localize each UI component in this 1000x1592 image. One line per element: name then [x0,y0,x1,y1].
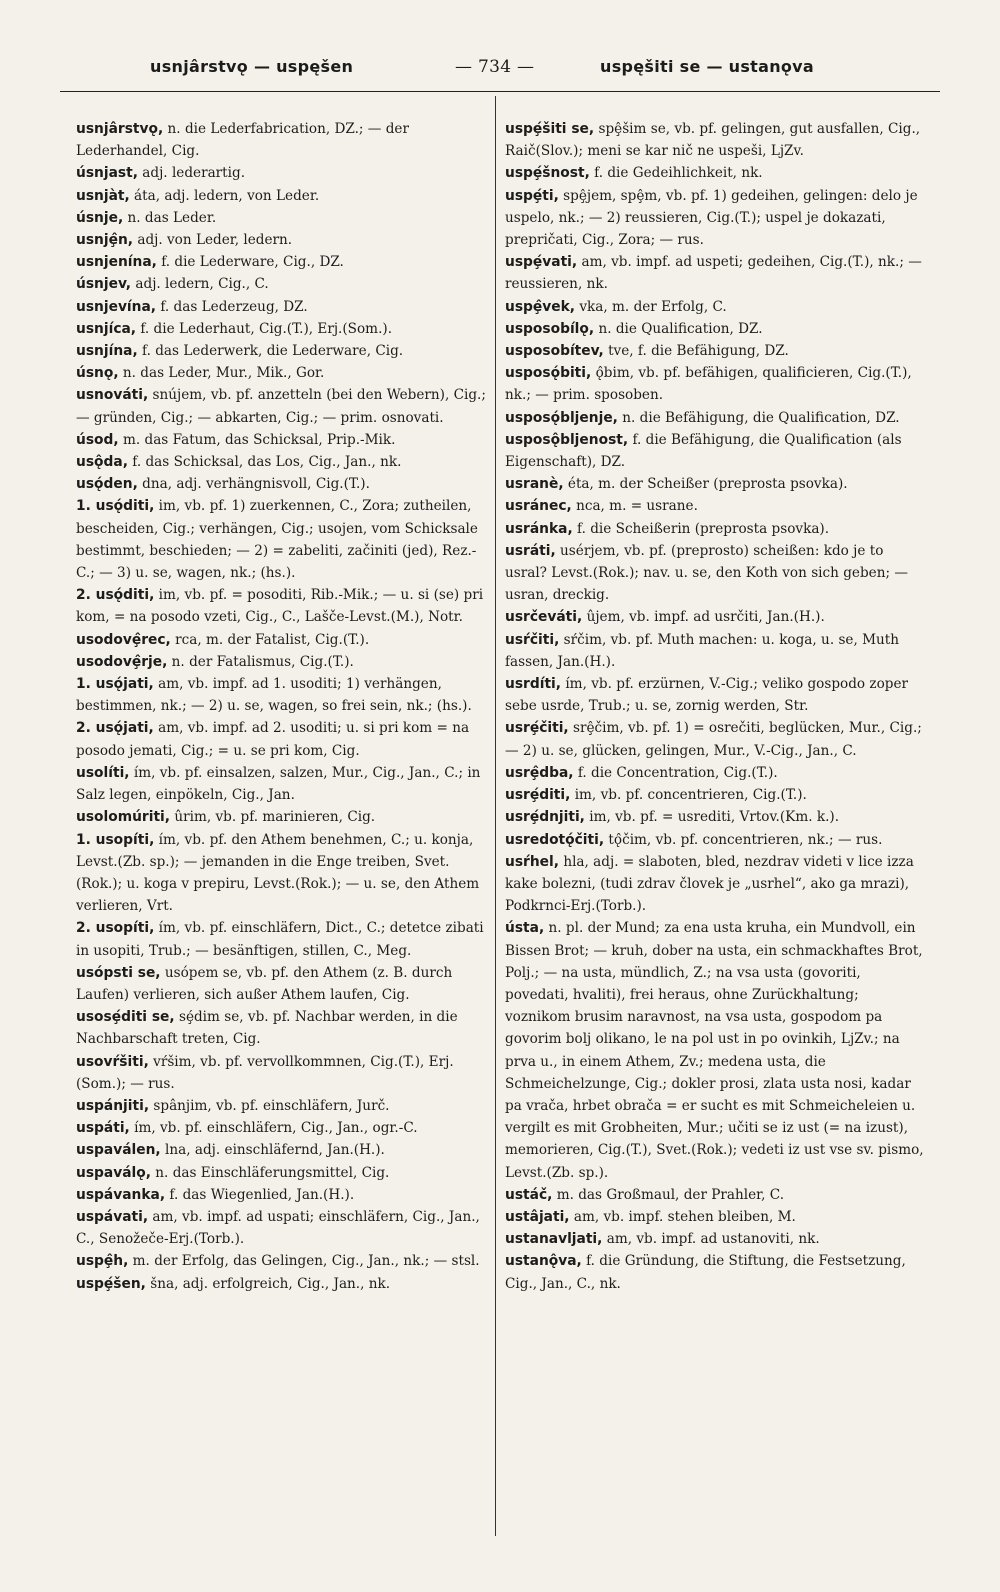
entry-headword: usnováti, [76,387,149,404]
entry-definition: ím, vb. pf. einschläfern, Cig., Jan., ogr.-C. [129,1120,418,1137]
entry-headword: usŕhel, [505,853,559,870]
entry-definition: lna, adj. einschläfernd, Jan.(H.). [160,1142,385,1159]
entry-definition: f. die Befähigung, die Qualification (als Eigenschaft), DZ. [505,431,902,471]
dictionary-entry [76,651,486,673]
entry-headword: usolomúriti, [76,809,171,826]
entry-definition: f. das Schicksal, das Los, Cig., Jan., nk. [127,454,402,471]
entry-headword: usosȩ́diti se, [76,1009,175,1026]
entry-definition: f. die Concentration, Cig.(T.). [573,764,778,781]
entry-definition: adj. lederartig. [137,165,246,182]
dictionary-entry [76,429,486,451]
entry-headword: úsnjev, [76,276,132,293]
entry-definition: sȩ́dim se, vb. pf. Nachbar werden, in die Nachbarschaft treten, Cig. [76,1009,458,1048]
dictionary-entry [76,1051,486,1095]
dictionary-entry [505,540,925,607]
entry-definition: n. das Leder, Mur., Mik., Gor. [118,365,325,382]
entry-definition: ím, vb. pf. einschläfern, Dict., C.; detetce zibati in usopiti, Trub.; — besänftigen, stillen, C., Meg. [76,920,484,959]
dictionary-entry [505,473,925,495]
dictionary-entry [505,362,925,406]
dictionary-entry [76,185,486,207]
column-divider [495,96,496,1536]
dictionary-entry [505,518,925,540]
dictionary-entry [76,1250,486,1272]
entry-headword: uspávati, [76,1208,149,1225]
entry-definition: f. die Lederware, Cig., DZ. [156,254,344,271]
page-number: — 734 — [455,57,535,77]
header-right-guide: uspęšiti se — ustanǫva [600,57,815,76]
dictionary-entry [76,829,486,918]
entry-definition: tǫ̂čim, vb. pf. concentrieren, nk.; — rus. [604,831,883,848]
entry-headword: usnjenína, [76,254,157,271]
entry-headword: usrȩ́čiti, [505,720,569,737]
entry-definition: ûrim, vb. pf. marinieren, Cig. [170,809,376,826]
dictionary-entry [76,473,486,495]
dictionary-entry [76,362,486,384]
dictionary-entry [76,917,486,961]
entry-headword: usŕčiti, [505,631,560,648]
dictionary-entry [76,318,486,340]
entry-definition: im, vb. pf. = posoditi, Rib.-Mik.; — u. si (se) pri kom, = na posodo vzeti, Cig., C., Lašče-Levst.(M.), Notr. [76,587,484,626]
entry-definition: am, vb. impf. ad uspeti; gedeihen, Cig.(T.), nk.; — reussieren, nk. [505,254,922,293]
entry-definition: ûjem, vb. impf. ad usrčiti, Jan.(H.). [582,609,825,626]
entry-headword: usnjevína, [76,298,157,315]
entry-headword: úsnjast, [76,165,138,182]
entry-headword: uspȩ́šnost, [505,165,590,182]
entry-definition: adj. ledern, Cig., C. [131,276,269,293]
entry-headword: usodovȩ̂rje, [76,653,168,670]
dictionary-entry [505,495,925,517]
entry-headword: úsod, [76,431,119,448]
entry-definition: rca, m. der Fatalist, Cig.(T.). [170,631,370,648]
entry-headword: usranè, [505,476,564,493]
entry-headword: 2. usopíti, [76,920,155,937]
dictionary-entry [505,806,925,828]
dictionary-entry [76,1206,486,1250]
entry-definition: usérjem, vb. pf. (preprosto) scheißen: kdo je to usral? Levst.(Rok.); nav. u. se, den Koth von sich geben; — usran, dreckig. [505,542,908,604]
entry-definition: ím, vb. pf. erzürnen, V.-Cig.; veliko gospodo zoper sebe usrde, Trub.; u. se, zornig werden, Str. [505,676,909,715]
entry-definition: hla, adj. = slaboten, bled, nezdrav videti v lice izza kake bolezni, (tudi zdrav človek je „usrhel“, ako ga mrazi), Podkrnci-Erj.(Torb.). [505,853,914,915]
dictionary-entry [76,229,486,251]
dictionary-entry [76,1117,486,1139]
dictionary-entry [76,118,486,162]
dictionary-entry [505,340,925,362]
entry-headword: úsnǫ, [76,365,119,382]
dictionary-entry [76,162,486,184]
entry-headword: uspȩ́ti, [505,187,559,204]
entry-headword: usposobítev, [505,343,604,360]
dictionary-entry [505,296,925,318]
entry-headword: usrȩ̂dba, [505,764,574,781]
dictionary-entry [76,1006,486,1050]
entry-definition: f. die Scheißerin (preprosta psovka). [572,520,830,537]
entry-definition: am, vb. impf. stehen bleiben, M. [569,1208,796,1225]
entry-definition: sŕčim, vb. pf. Muth machen: u. koga, u. se, Muth fassen, Jan.(H.). [505,631,900,670]
entry-headword: usrčeváti, [505,609,583,626]
entry-definition: m. das Großmaul, der Prahler, C. [552,1186,785,1203]
dictionary-entry [76,584,486,628]
entry-headword: usnjíca, [76,320,137,337]
entry-definition: f. das Lederzeug, DZ. [156,298,308,315]
entry-definition: éta, m. der Scheißer (preprosta psovka). [563,476,848,493]
entry-headword: uspȩ́vati, [505,254,578,271]
dictionary-entry [505,1228,925,1250]
entry-headword: usópsti se, [76,964,161,981]
entry-definition: snújem, vb. pf. anzetteln (bei den Webern), Cig.; — gründen, Cig.; — abkarten, Cig.; — prim. osnovati. [76,387,486,426]
entry-headword: usǫ̂da, [76,454,128,471]
entry-headword: usovŕšiti, [76,1053,149,1070]
entry-definition: n. pl. der Mund; za ena usta kruha, ein Mundvoll, ein Bissen Brot; — kruh, dober na usta, ein schmackhaftes Brot, Polj.; — na usta, mündlich, Z.; na vsa usta (govoriti, povedati, hvaliti), frei heraus, ohne Zurückhaltung; voznikom brusim naravnost, na vsa usta, gospodom pa govorim bolj olikano, le na pol ust in po ovinkih, LjZv.; na prva u., in einem Athem, Zv.; medena usta, die Schmeichelzunge, Cig.; dokler prosi, zlata usta nosi, kadar pa vrača, hrbet obrača = er sucht es mit Schmeicheleien u. vergilt es mit Grobheiten, Mur.; učiti se iz ust (= na izust), memorieren, Cig.(T.), Svet.(Rok.); vedeti iz ust vse sv. pismo, Levst.(Zb. sp.). [505,920,924,1181]
entry-definition: nca, m. = usrane. [571,498,698,515]
dictionary-entry [76,451,486,473]
entry-definition: dna, adj. verhängnisvoll, Cig.(T.). [137,476,370,493]
dictionary-entry [76,1139,486,1161]
dictionary-entry [505,917,925,1183]
entry-headword: usnjína, [76,343,138,360]
entry-definition: f. das Lederwerk, die Lederware, Cig. [137,343,404,360]
dictionary-entry [505,606,925,628]
dictionary-entry [505,629,925,673]
dictionary-entry [76,273,486,295]
entry-definition: f. die Lederhaut, Cig.(T.), Erj.(Som.). [136,320,393,337]
entry-definition: spȩ̂šim se, vb. pf. gelingen, gut ausfallen, Cig., Raič(Slov.); meni se kar nič ne uspeši, LjZv. [505,121,921,160]
entry-headword: uspánjiti, [76,1097,150,1114]
dictionary-entry [76,673,486,717]
dictionary-entry [505,762,925,784]
entry-headword: uspaválen, [76,1142,161,1159]
entry-definition: im, vb. pf. = usrediti, Vrtov.(Km. k.). [584,809,840,826]
entry-headword: uspȩ́šiti se, [505,121,595,137]
entry-definition: n. die Lederfabrication, DZ.; — der Lederhandel, Cig. [76,121,409,160]
dictionary-entry [76,717,486,761]
entry-headword: 1. usopíti, [76,831,155,848]
entry-definition: f. die Gründung, die Stiftung, die Festsetzung, Cig., Jan., C., nk. [505,1253,906,1292]
entry-headword: uspȩ̂vek, [505,298,576,315]
entry-headword: usodovȩ̂rec, [76,631,171,648]
entry-definition: ím, vb. pf. einsalzen, salzen, Mur., Cig., Jan., C.; in Salz legen, einpökeln, Cig., Jan. [76,764,481,804]
header-left-guide: usnjârstvǫ — uspęšen [150,57,354,76]
entry-headword: usposǫ́bljenje, [505,409,618,426]
dictionary-entry [505,717,925,761]
dictionary-entry [505,318,925,340]
entry-definition: n. das Einschläferungsmittel, Cig. [150,1164,390,1181]
entry-headword: usposǫ̂bljenost, [505,431,629,448]
entry-definition: šna, adj. erfolgreich, Cig., Jan., nk. [145,1275,391,1292]
dictionary-entry [76,296,486,318]
entry-headword: usrdíti, [505,676,562,693]
entry-definition: srȩ̂čim, vb. pf. 1) = osrečiti, beglücken, Mur., Cig.; — 2) u. se, glücken, gelingen, Mur., V.-Cig., Jan., C. [505,720,922,759]
entry-headword: 2. usǫ́jati, [76,720,154,737]
entry-headword: uspaválǫ, [76,1164,151,1181]
entry-headword: 1. usǫ́jati, [76,676,154,693]
entry-definition: spânjim, vb. pf. einschläfern, Jurč. [149,1097,390,1114]
entry-headword: usredotǫ́čiti, [505,831,605,848]
entry-definition: n. die Qualification, DZ. [594,320,763,337]
right-column [505,118,925,1295]
entry-headword: ustanǫ̂va, [505,1253,582,1270]
entry-definition: vŕšim, vb. pf. vervollkommnen, Cig.(T.), Erj.(Som.); — rus. [76,1053,454,1092]
dictionary-entry [505,407,925,429]
entry-definition: tve, f. die Befähigung, DZ. [603,343,789,360]
entry-headword: usránka, [505,520,573,537]
entry-definition: áta, adj. ledern, von Leder. [129,187,320,204]
entry-headword: ustáč, [505,1186,553,1203]
entry-headword: usnjàt, [76,187,130,204]
dictionary-entry [505,118,925,162]
entry-definition: m. das Fatum, das Schicksal, Prip.-Mik. [118,431,396,448]
entry-definition: im, vb. pf. 1) zuerkennen, C., Zora; zutheilen, bescheiden, Cig.; verhängen, Cig.; usojen, vom Schicksale bestimmt, beschieden; — 2) = zabeliti, začiniti (jed), Rez.-C.; — 3) u. se, wagen, nk.; (hs.). [76,498,478,582]
entry-headword: ustâjati, [505,1208,570,1225]
entry-headword: usǫ́den, [76,476,138,493]
dictionary-entry [76,495,486,584]
entry-headword: uspȩ̂h, [76,1253,129,1270]
entry-definition: n. der Fatalismus, Cig.(T.). [167,653,354,670]
entry-headword: ústa, [505,920,545,937]
dictionary-entry [76,762,486,806]
dictionary-entry [76,1273,486,1295]
entry-headword: uspáti, [76,1120,130,1137]
entry-definition: spȩ̂jem, spȩ̂m, vb. pf. 1) gedeihen, gelingen: delo je uspelo, nk.; — 2) reussieren, Cig.(T.); uspel je dokazati, prepričati, Cig., Zora; — rus. [505,187,918,249]
entry-headword: 1. usǫ́diti, [76,498,155,515]
dictionary-entry [505,185,925,252]
entry-definition: im, vb. pf. concentrieren, Cig.(T.). [570,787,807,804]
entry-headword: usrȩ́dnjiti, [505,809,585,826]
entry-headword: usposǫ́biti, [505,365,592,382]
entry-headword: úsnje, [76,209,124,226]
page-header [0,57,1000,87]
entry-definition: m. der Erfolg, das Gelingen, Cig., Jan., nk.; — stsl. [128,1253,480,1270]
entry-headword: ustanavljati, [505,1231,603,1248]
dictionary-entry [505,1250,925,1294]
dictionary-entry [76,1184,486,1206]
entry-headword: usnjȩ̂n, [76,232,134,249]
entry-definition: f. die Gedeihlichkeit, nk. [589,165,763,182]
entry-headword: usolíti, [76,764,130,781]
dictionary-entry [505,784,925,806]
entry-headword: usnjârstvǫ, [76,121,164,137]
dictionary-entry [76,1095,486,1117]
dictionary-entry [76,251,486,273]
dictionary-entry [76,806,486,828]
dictionary-entry [505,1206,925,1228]
entry-headword: 2. usǫ́diti, [76,587,155,604]
entry-definition: am, vb. impf. ad 1. usoditi; 1) verhängen, bestimmen, nk.; — 2) u. se, wagen, so frei sein, nk.; (hs.). [76,676,472,715]
entry-definition: ím, vb. pf. den Athem benehmen, C.; u. konja, Levst.(Zb. sp.); — jemanden in die Enge treiben, Svet.(Rok.); u. koga v prepiru, Levst.(Rok.); — u. se, den Athem verlieren, Vrt. [76,831,480,915]
dictionary-entry [76,962,486,1006]
entry-definition: n. die Befähigung, die Qualification, DZ. [617,409,900,426]
entry-definition: am, vb. impf. ad uspati; einschläfern, Cig., Jan., C., Senožeče-Erj.(Torb.). [76,1208,480,1248]
dictionary-entry [76,1162,486,1184]
dictionary-entry [76,629,486,651]
dictionary-entry [505,162,925,184]
dictionary-entry [76,207,486,229]
entry-definition: f. das Wiegenlied, Jan.(H.). [165,1186,355,1203]
dictionary-entry [76,384,486,428]
dictionary-entry [76,340,486,362]
left-column [76,118,486,1295]
entry-headword: usráti, [505,542,556,559]
entry-definition: am, vb. impf. ad 2. usoditi; u. si pri kom = na posodo jemati, Cig.; = u. se pri kom, Cig. [76,720,470,759]
entry-definition: n. das Leder. [123,209,217,226]
dictionary-entry [505,673,925,717]
entry-definition: ǫ̂bim, vb. pf. befähigen, qualificieren, Cig.(T.), nk.; — prim. sposoben. [505,365,912,404]
header-rule [60,91,940,92]
entry-definition: usópem se, vb. pf. den Athem (z. B. durch Laufen) verlieren, sich außer Athem laufen, Cig. [76,964,453,1003]
dictionary-entry [505,429,925,473]
dictionary-entry [505,851,925,918]
entry-headword: usposobílǫ, [505,320,595,337]
entry-definition: adj. von Leder, ledern. [133,232,293,249]
entry-definition: am, vb. impf. ad ustanoviti, nk. [602,1231,820,1248]
dictionary-entry [505,1184,925,1206]
entry-headword: usránec, [505,498,572,515]
entry-headword: uspávanka, [76,1186,166,1203]
dictionary-entry [505,829,925,851]
entry-definition: vka, m. der Erfolg, C. [575,298,727,315]
entry-headword: usrȩ́diti, [505,787,571,804]
dictionary-entry [505,251,925,295]
entry-headword: uspȩ́šen, [76,1275,146,1292]
